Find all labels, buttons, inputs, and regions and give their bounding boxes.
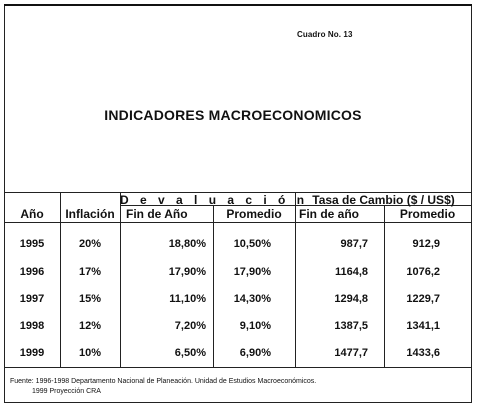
cell-tasa-fin: 987,7 xyxy=(340,238,368,250)
header-promedio-dev: Promedio xyxy=(226,207,282,221)
cell-inflation: 15% xyxy=(78,293,102,305)
cell-tasa-fin: 1164,8 xyxy=(334,266,368,278)
cell-dev-prom: 6,90% xyxy=(239,347,271,359)
cell-inflation: 10% xyxy=(78,347,102,359)
header-promedio-tasa: Promedio xyxy=(399,207,456,221)
cell-tasa-fin: 1387,5 xyxy=(334,320,368,332)
cell-dev-prom: 17,90% xyxy=(233,266,271,278)
cell-dev-fin: 17,90% xyxy=(168,266,206,278)
cell-year: 1996 xyxy=(19,266,45,278)
cell-dev-fin: 11,10% xyxy=(169,293,206,305)
cell-tasa-prom: 912,9 xyxy=(412,238,440,250)
cell-tasa-fin: 1477,7 xyxy=(334,347,368,359)
header-bottom-line xyxy=(4,222,471,223)
source-note xyxy=(10,377,316,397)
cell-dev-prom: 10,50% xyxy=(233,238,271,250)
cell-tasa-prom: 1076,2 xyxy=(406,266,440,278)
cell-year: 1998 xyxy=(19,320,45,332)
cell-dev-prom: 9,10% xyxy=(239,320,271,332)
cell-dev-fin: 7,20% xyxy=(174,320,206,332)
cell-tasa-prom: 1341,1 xyxy=(406,320,440,332)
cell-year: 1999 xyxy=(19,347,45,359)
cell-dev-prom: 14,30% xyxy=(233,293,271,305)
page-title: INDICADORES MACROECONOMICOS xyxy=(104,107,362,123)
cell-year: 1995 xyxy=(19,238,45,250)
top-border xyxy=(4,4,472,6)
cell-tasa-prom: 1433,6 xyxy=(406,347,440,359)
cell-dev-fin: 18,80% xyxy=(168,238,206,250)
table-number: Cuadro No. 13 xyxy=(297,30,353,39)
cell-tasa-fin: 1294,8 xyxy=(334,293,368,305)
cell-inflation: 12% xyxy=(78,320,102,332)
col-sep-5 xyxy=(384,206,385,367)
source-line-1: Fuente: 1996-1998 Departamento Nacional de Planeación. Unidad de Estudios Macroeconómicos. xyxy=(10,378,317,385)
source-line-2: 1999 Proyección CRA xyxy=(32,388,101,395)
header-devaluacion: D e v a l u a c i ó n xyxy=(120,193,309,207)
cell-year: 1997 xyxy=(19,293,45,305)
cell-dev-fin: 6,50% xyxy=(174,347,206,359)
header-tasa-cambio: Tasa de Cambio ($ / US$) xyxy=(312,193,455,207)
header-ano: Año xyxy=(20,207,44,221)
cell-tasa-prom: 1229,7 xyxy=(406,293,440,305)
header-inflacion: Inflación xyxy=(65,207,115,221)
col-sep-3 xyxy=(213,206,214,367)
col-sep-2 xyxy=(120,192,121,367)
cell-inflation: 17% xyxy=(78,266,102,278)
table-bottom-line xyxy=(4,367,471,368)
col-sep-4 xyxy=(295,192,296,367)
header-fin-ano-dev: Fin de Año xyxy=(126,207,188,221)
cell-inflation: 20% xyxy=(78,238,102,250)
header-fin-ano-tasa: Fin de año xyxy=(299,207,359,221)
